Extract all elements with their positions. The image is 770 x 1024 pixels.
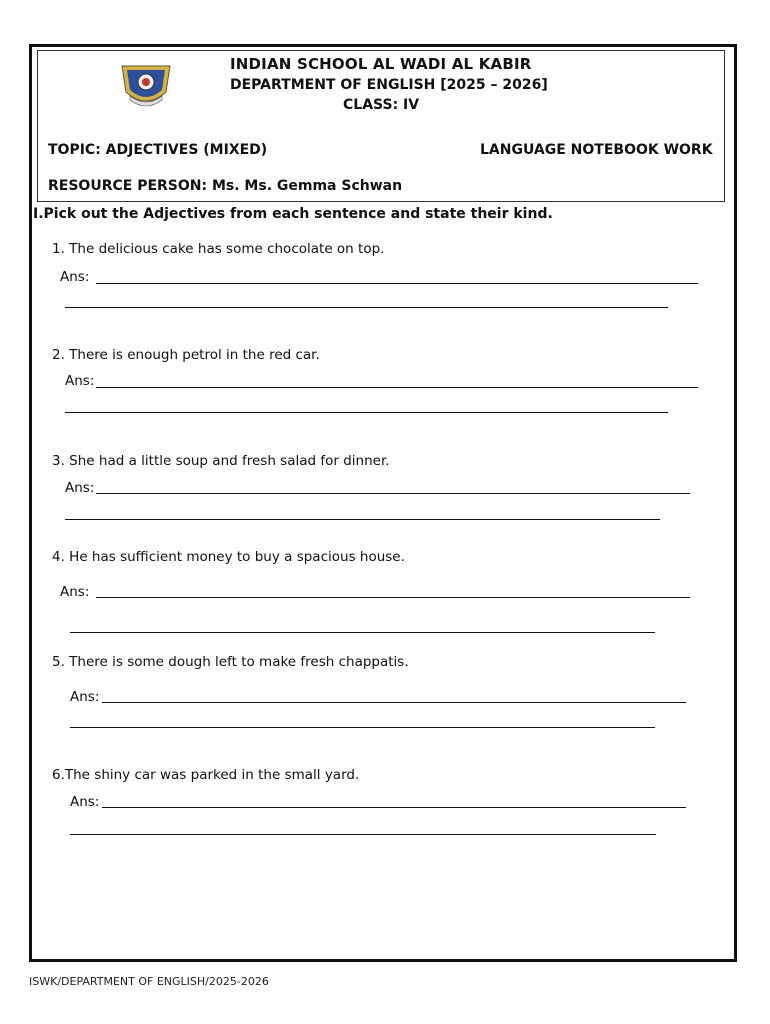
question-4: 4. He has sufficient money to buy a spacious house. (52, 549, 405, 565)
question-5: 5. There is some dough left to make fresh chappatis. (52, 654, 409, 670)
footer-text: ISWK/DEPARTMENT OF ENGLISH/2025-2026 (29, 975, 269, 988)
instruction-heading: I.Pick out the Adjectives from each sentence and state their kind. (33, 206, 553, 222)
question-3: 3. She had a little soup and fresh salad for dinner. (52, 453, 390, 469)
class-label: CLASS: IV (343, 97, 420, 113)
answer-line-6a[interactable] (102, 807, 686, 808)
answer-line-4a[interactable] (96, 597, 690, 598)
answer-line-1a[interactable] (96, 283, 698, 284)
resource-person-label: RESOURCE PERSON: Ms. Ms. Gemma Schwan (48, 178, 403, 194)
answer-label-3: Ans: (65, 480, 95, 496)
topic-label: TOPIC: ADJECTIVES (MIXED) (48, 142, 268, 158)
question-2: 2. There is enough petrol in the red car. (52, 347, 320, 363)
answer-line-1b[interactable] (65, 307, 668, 308)
answer-line-4b[interactable] (70, 632, 655, 633)
answer-label-1: Ans: (60, 269, 90, 285)
question-1: 1. The delicious cake has some chocolate on top. (52, 241, 385, 257)
answer-label-2: Ans: (65, 373, 95, 389)
department-title: DEPARTMENT OF ENGLISH [2025 – 2026] (230, 77, 548, 93)
answer-line-3a[interactable] (96, 493, 690, 494)
answer-line-5b[interactable] (70, 727, 655, 728)
answer-line-3b[interactable] (65, 519, 660, 520)
answer-label-4: Ans: (60, 584, 90, 600)
answer-label-5: Ans: (70, 689, 100, 705)
answer-label-6: Ans: (70, 794, 100, 810)
answer-line-6b[interactable] (70, 834, 656, 835)
school-crest-icon (118, 62, 174, 110)
school-name: INDIAN SCHOOL AL WADI AL KABIR (230, 55, 532, 73)
answer-line-2b[interactable] (65, 412, 668, 413)
question-6: 6.The shiny car was parked in the small yard. (52, 767, 360, 783)
answer-line-2a[interactable] (96, 387, 698, 388)
work-type-label: LANGUAGE NOTEBOOK WORK (480, 142, 713, 158)
answer-line-5a[interactable] (102, 702, 686, 703)
